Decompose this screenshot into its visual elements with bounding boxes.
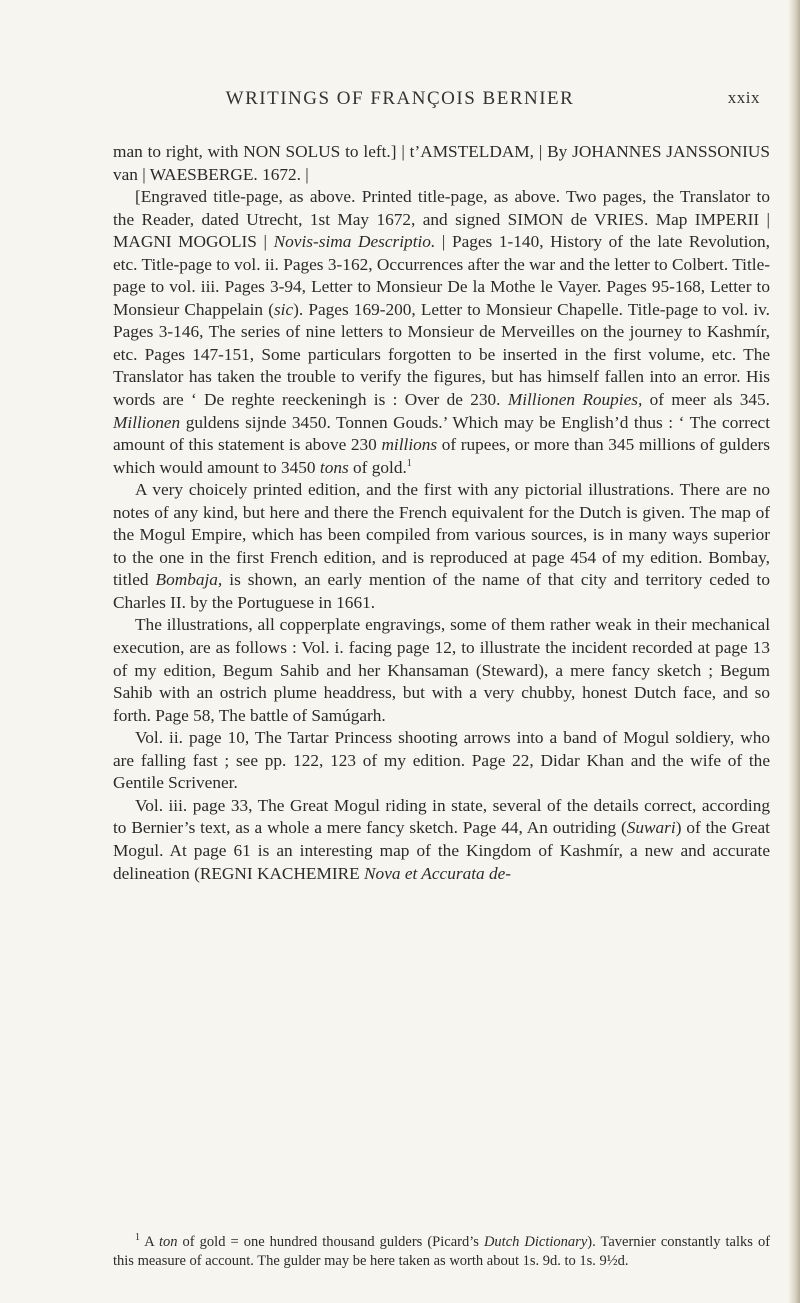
page-edge-shadow bbox=[788, 0, 800, 1303]
footnote-text: $^1$ A ton of gold = one hundred thousand gulders (Picard’s Dutch Dictionary). Tavernier constantly talks of this measure of account. The gulder may be here taken as worth about 1s. 9d. to 1s. 9½d. bbox=[113, 1232, 771, 1269]
paragraph-3: A very choicely printed edition, and the first with any pictorial illustrations. There are no notes of any kind, but here and there the French equivalent for the Dutch is given. The map of the Mogul Empire, which has been compiled from various sources, is in many ways superior to the one in the first French edition, and is reproduced at page 454 of my edition. Bombay, titled Bombaja, is shown, an early mention of the name of that city and territory ceded to Charles II. by the Portuguese in 1661. bbox=[113, 480, 771, 612]
running-head-title: WRITINGS OF FRANÇOIS BERNIER bbox=[225, 88, 575, 109]
paragraph-1: man to right, with NON SOLUS to left.] | t’AMSTELDAM, | By JOHANNES JANSSONIUS van | WAESBERGE. 1672. | bbox=[113, 142, 770, 184]
paragraph-5: Vol. ii. page 10, The Tartar Princess shooting arrows into a band of Mogul soldiery, who are falling fast ; see pp. 122, 123 of my edition. Page 22, Didar Khan and the wife of the Gentile Scrivener. bbox=[113, 728, 770, 793]
footnote-ref: 1 bbox=[406, 457, 412, 469]
page-number: xxix bbox=[727, 88, 760, 107]
body-text bbox=[113, 141, 770, 885]
paragraph-6: Vol. iii. page 33, The Great Mogul riding in state, several of the details correct, according to Bernier’s text, as a whole a mere fancy sketch. Page 44, An outriding (Suwari) of the Great Mogul. At page 61 is an interesting map of the Kingdom of Kashmír, a new and accurate delineation (REGNI KACHEMIRE Nova et Accurata de- bbox=[113, 795, 770, 883]
running-head bbox=[0, 88, 800, 110]
paragraph-2: [Engraved title-page, as above. Printed title-page, as above. Two pages, the Translator to the Reader, dated Utrecht, 1st May 1672, and signed SIMON de VRIES. Map IMPERII | MAGNI MOGOLIS | Novis-sima Descriptio. | Pages 1-140, History of the late Revolution, etc. Title-page to vol. ii. Pages 3-162, Occurrences after the war and the letter to Colbert. Title-page to vol. iii. Pages 3-94, Letter to Monsieur De la Mothe le Vayer. Pages 95-168, Letter to Monsieur Chappelain (sic). Pages 169-200, Letter to Monsieur Chapelle. Title-page to vol. iv. Pages 3-146, The series of nine letters to Monsieur de Merveilles on the journey to Kashmír, etc. Pages 147-151, Some particulars forgotten to be inserted in the first volume, etc. The Translator has taken the trouble to verify the figures, but has himself fallen into an error. His words are ‘ De reghte reeckeningh is : Over de 230. Millionen Roupies, of meer als 345. Millionen guldens sijnde 3450. Tonnen Gouds.’ Which may be English’d thus : ‘ The correct amount of this statement is above 230 millions of rupees, or more than 345 millions of gulders which would amount to 3450 tons of gold.$^1$ bbox=[113, 187, 771, 477]
footnote bbox=[113, 1233, 770, 1271]
paragraph-4: The illustrations, all copperplate engravings, some of them rather weak in their mechanical execution, are as follows : Vol. i. facing page 12, to illustrate the incident recorded at page 13 of my edition, Begum Sahib and her Khansaman (Steward), a mere fancy sketch ; Begum Sahib with an ostrich plume headdress, but with a very chubby, honest Dutch face, and so forth. Page 58, The battle of Samúgarh. bbox=[113, 615, 770, 725]
